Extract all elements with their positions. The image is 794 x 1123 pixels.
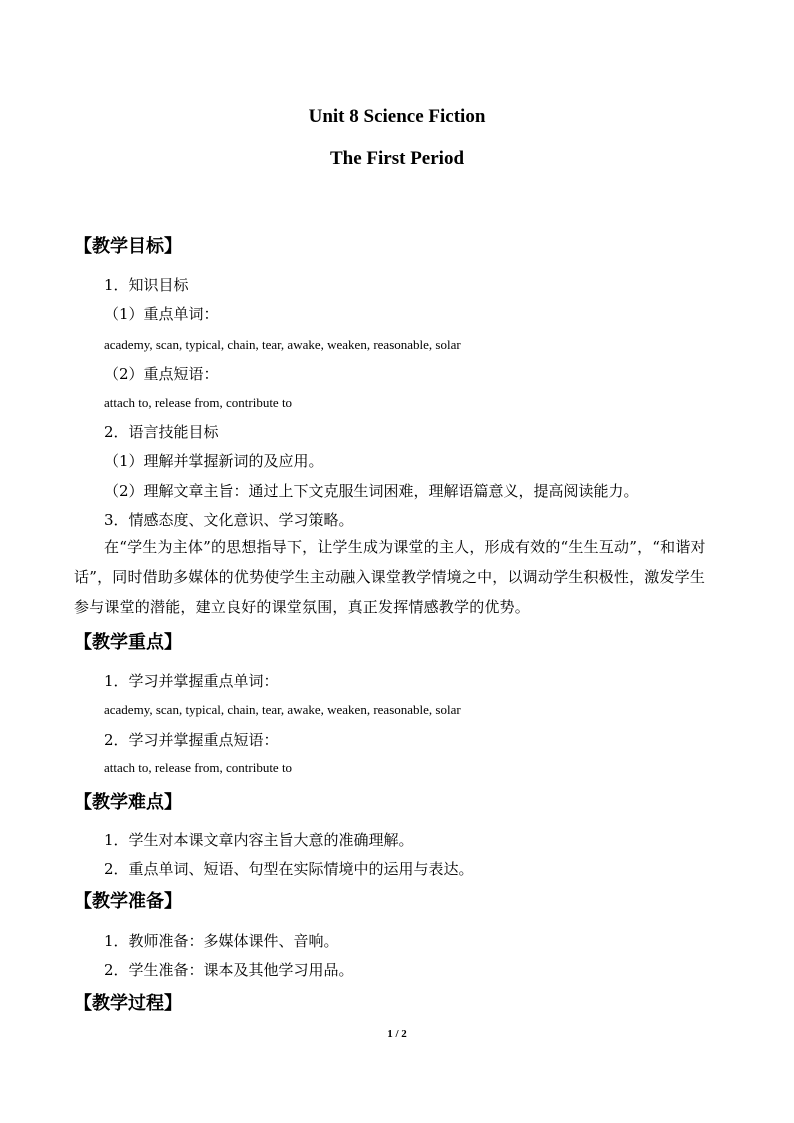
key-points-item-2: 2．学习并掌握重点短语：: [104, 731, 279, 749]
goals-skills: 2．语言技能目标: [104, 423, 219, 441]
section-heading-preparation: 【教学准备】: [74, 891, 182, 912]
goals-knowledge: 1．知识目标: [104, 276, 189, 294]
section-heading-goals: 【教学目标】: [74, 236, 182, 257]
key-points-phrases: attach to, release from, contribute to: [104, 760, 293, 775]
document-title: Unit 8 Science Fiction: [308, 106, 486, 127]
key-points-words: academy, scan, typical, chain, tear, awake, weaken, reasonable, solar: [104, 702, 461, 717]
goals-words: academy, scan, typical, chain, tear, awake, weaken, reasonable, solar: [104, 337, 461, 352]
page-number: 1 / 2: [387, 1028, 407, 1040]
goals-paragraph: 在“学生为主体”的思想指导下，让学生成为课堂的主人，形成有效的“生生互动”，“和谐对话”，同时借助多媒体的优势使学生主动融入课堂教学情境之中，以调动学生积极性，激发学生参与课堂的潜能，建立良好的课堂氛围，真正发挥情感教学的优势。: [74, 538, 706, 616]
key-points-item-1: 1．学习并掌握重点单词：: [104, 672, 279, 690]
difficulties-item-2: 2．重点单词、短语、句型在实际情境中的运用与表达。: [104, 860, 474, 878]
section-heading-key-points: 【教学重点】: [74, 632, 182, 653]
goals-emotion: 3．情感态度、文化意识、学习策略。: [104, 511, 354, 529]
preparation-item-2: 2．学生准备：课本及其他学习用品。: [104, 961, 354, 979]
goals-phrases: attach to, release from, contribute to: [104, 395, 293, 410]
goals-words-label: （1）重点单词：: [104, 305, 219, 323]
goals-skill-1: （1）理解并掌握新词的及应用。: [104, 452, 324, 470]
section-heading-difficulties: 【教学难点】: [74, 792, 182, 813]
document-subtitle: The First Period: [329, 148, 465, 169]
goals-skill-2: （2）理解文章主旨：通过上下文克服生词困难，理解语篇意义，提高阅读能力。: [104, 482, 639, 500]
preparation-item-1: 1．教师准备：多媒体课件、音响。: [104, 932, 339, 950]
section-heading-process: 【教学过程】: [74, 993, 182, 1014]
difficulties-item-1: 1．学生对本课文章内容主旨大意的准确理解。: [104, 831, 414, 849]
goals-phrases-label: （2）重点短语：: [104, 365, 219, 383]
